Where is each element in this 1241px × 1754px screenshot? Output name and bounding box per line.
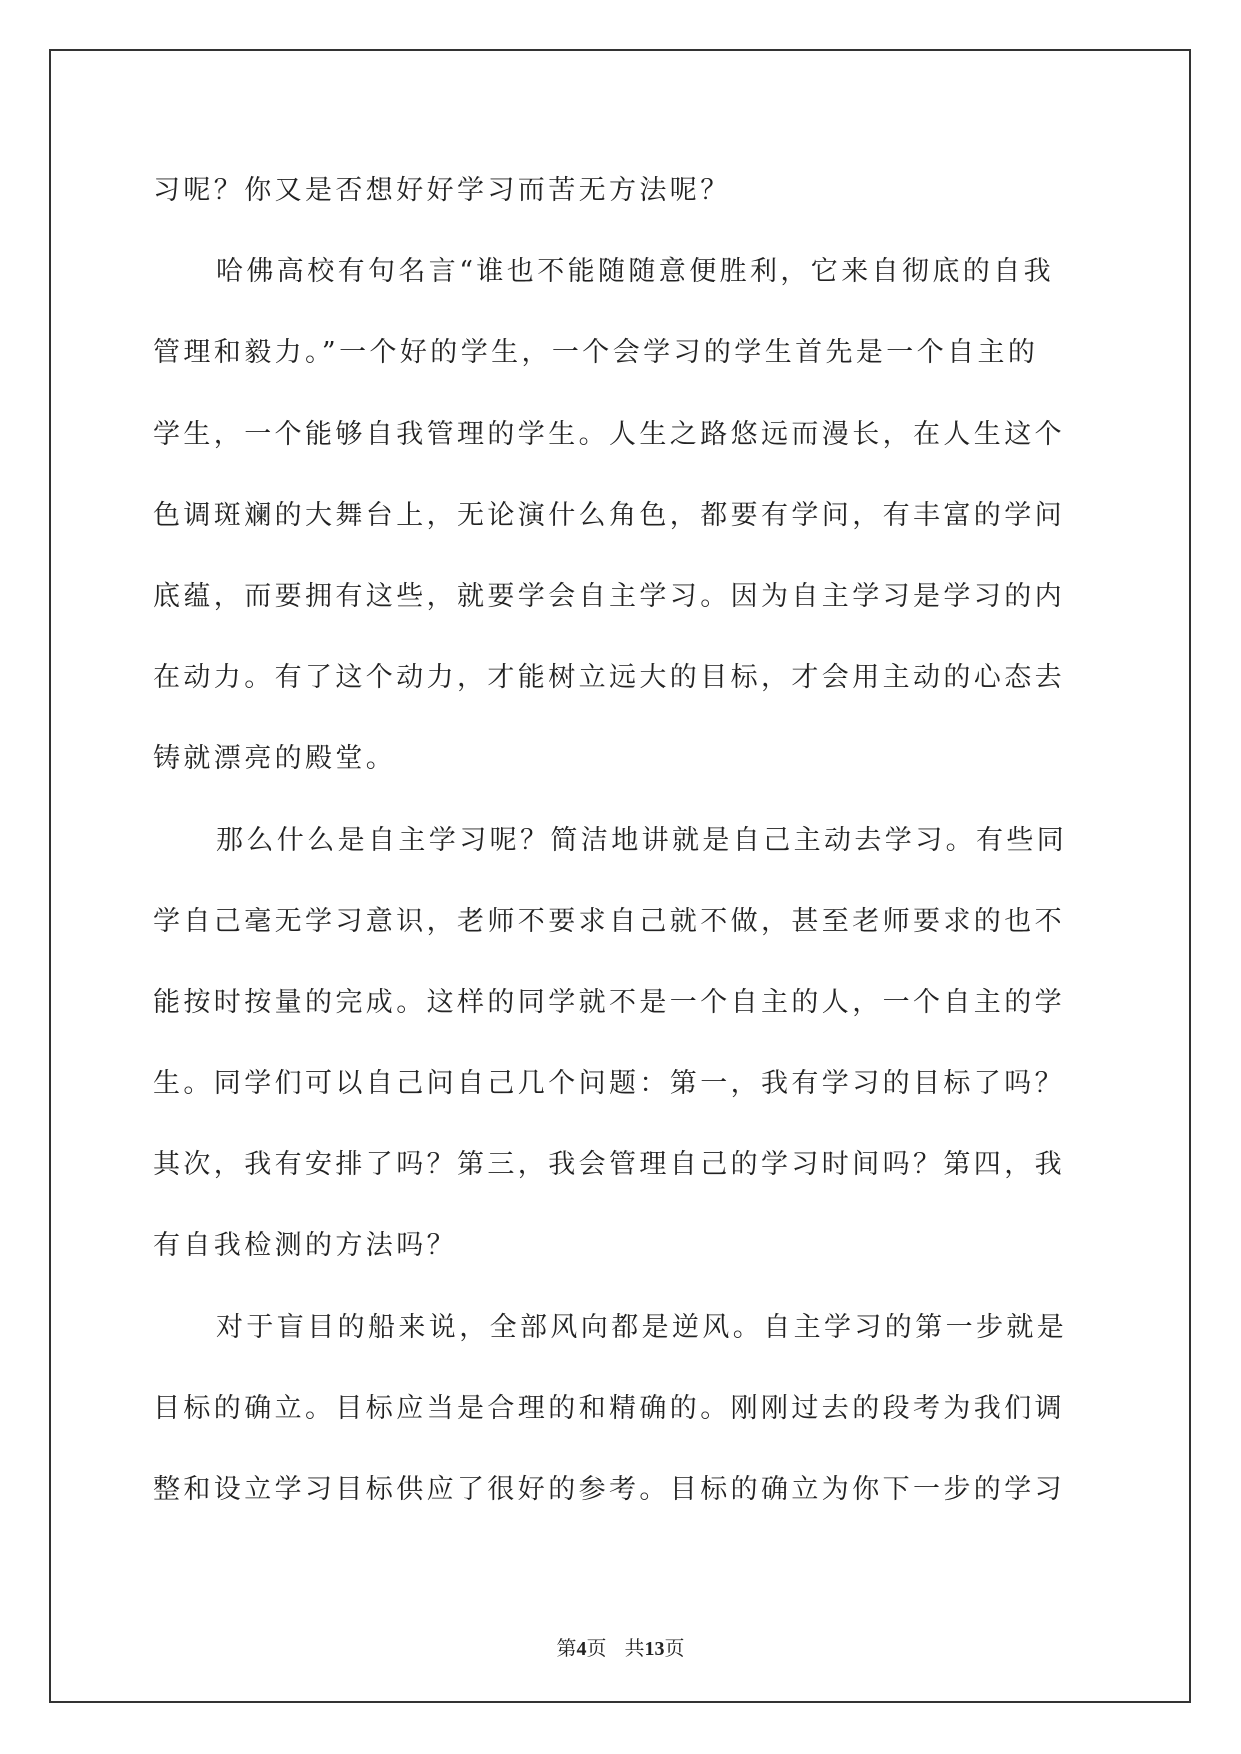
page-prefix: 第	[556, 1638, 577, 1660]
text-line: 色调斑斓的大舞台上，无论演什么角色，都要有学问，有丰富的学问	[153, 499, 1065, 531]
text-line: 哈佛高校有句名言“谁也不能随随意便胜利，它来自彻底的自我	[216, 256, 1055, 288]
page-footer	[0, 1632, 1241, 1661]
text-line: 其次，我有安排了吗？第三，我会管理自己的学习时间吗？第四，我	[153, 1149, 1065, 1181]
text-line: 生。同学们可以自己问自己几个问题：第一，我有学习的目标了吗？	[153, 1068, 1065, 1100]
total-pages: 13	[644, 1638, 665, 1660]
text-line: 习呢？你又是否想好好学习而苦无方法呢？	[153, 175, 731, 206]
text-line: 管理和毅力。”一个好的学生，一个会学习的学生首先是一个自主的	[153, 337, 1039, 369]
text-line: 在动力。有了这个动力，才能树立远大的目标，才会用主动的心态去	[153, 662, 1065, 694]
text-line: 那么什么是自主学习呢？简洁地讲就是自己主动去学习。有些同	[216, 824, 1068, 856]
document-body	[153, 150, 1091, 1530]
text-line: 能按时按量的完成。这样的同学就不是一个自主的人，一个自主的学	[153, 986, 1065, 1018]
text-line: 有自我检测的方法吗？	[153, 1230, 457, 1262]
text-line: 学生，一个能够自我管理的学生。人生之路悠远而漫长，在人生这个	[153, 418, 1065, 450]
page-number: 4	[576, 1638, 587, 1660]
page-suffix: 页	[586, 1638, 607, 1660]
text-line: 铸就漂亮的殿堂。	[153, 743, 397, 775]
text-line: 对于盲目的船来说，全部风向都是逆风。自主学习的第一步就是	[216, 1311, 1068, 1343]
text-line: 整和设立学习目标供应了很好的参考。目标的确立为你下一步的学习	[153, 1474, 1065, 1505]
text-line: 底蕴，而要拥有这些，就要学会自主学习。因为自主学习是学习的内	[153, 580, 1065, 612]
total-prefix: 共	[624, 1638, 645, 1660]
text-line: 学自己毫无学习意识，老师不要求自己就不做，甚至老师要求的也不	[153, 905, 1065, 937]
text-line: 目标的确立。目标应当是合理的和精确的。刚刚过去的段考为我们调	[153, 1392, 1065, 1424]
total-suffix: 页	[664, 1638, 685, 1660]
